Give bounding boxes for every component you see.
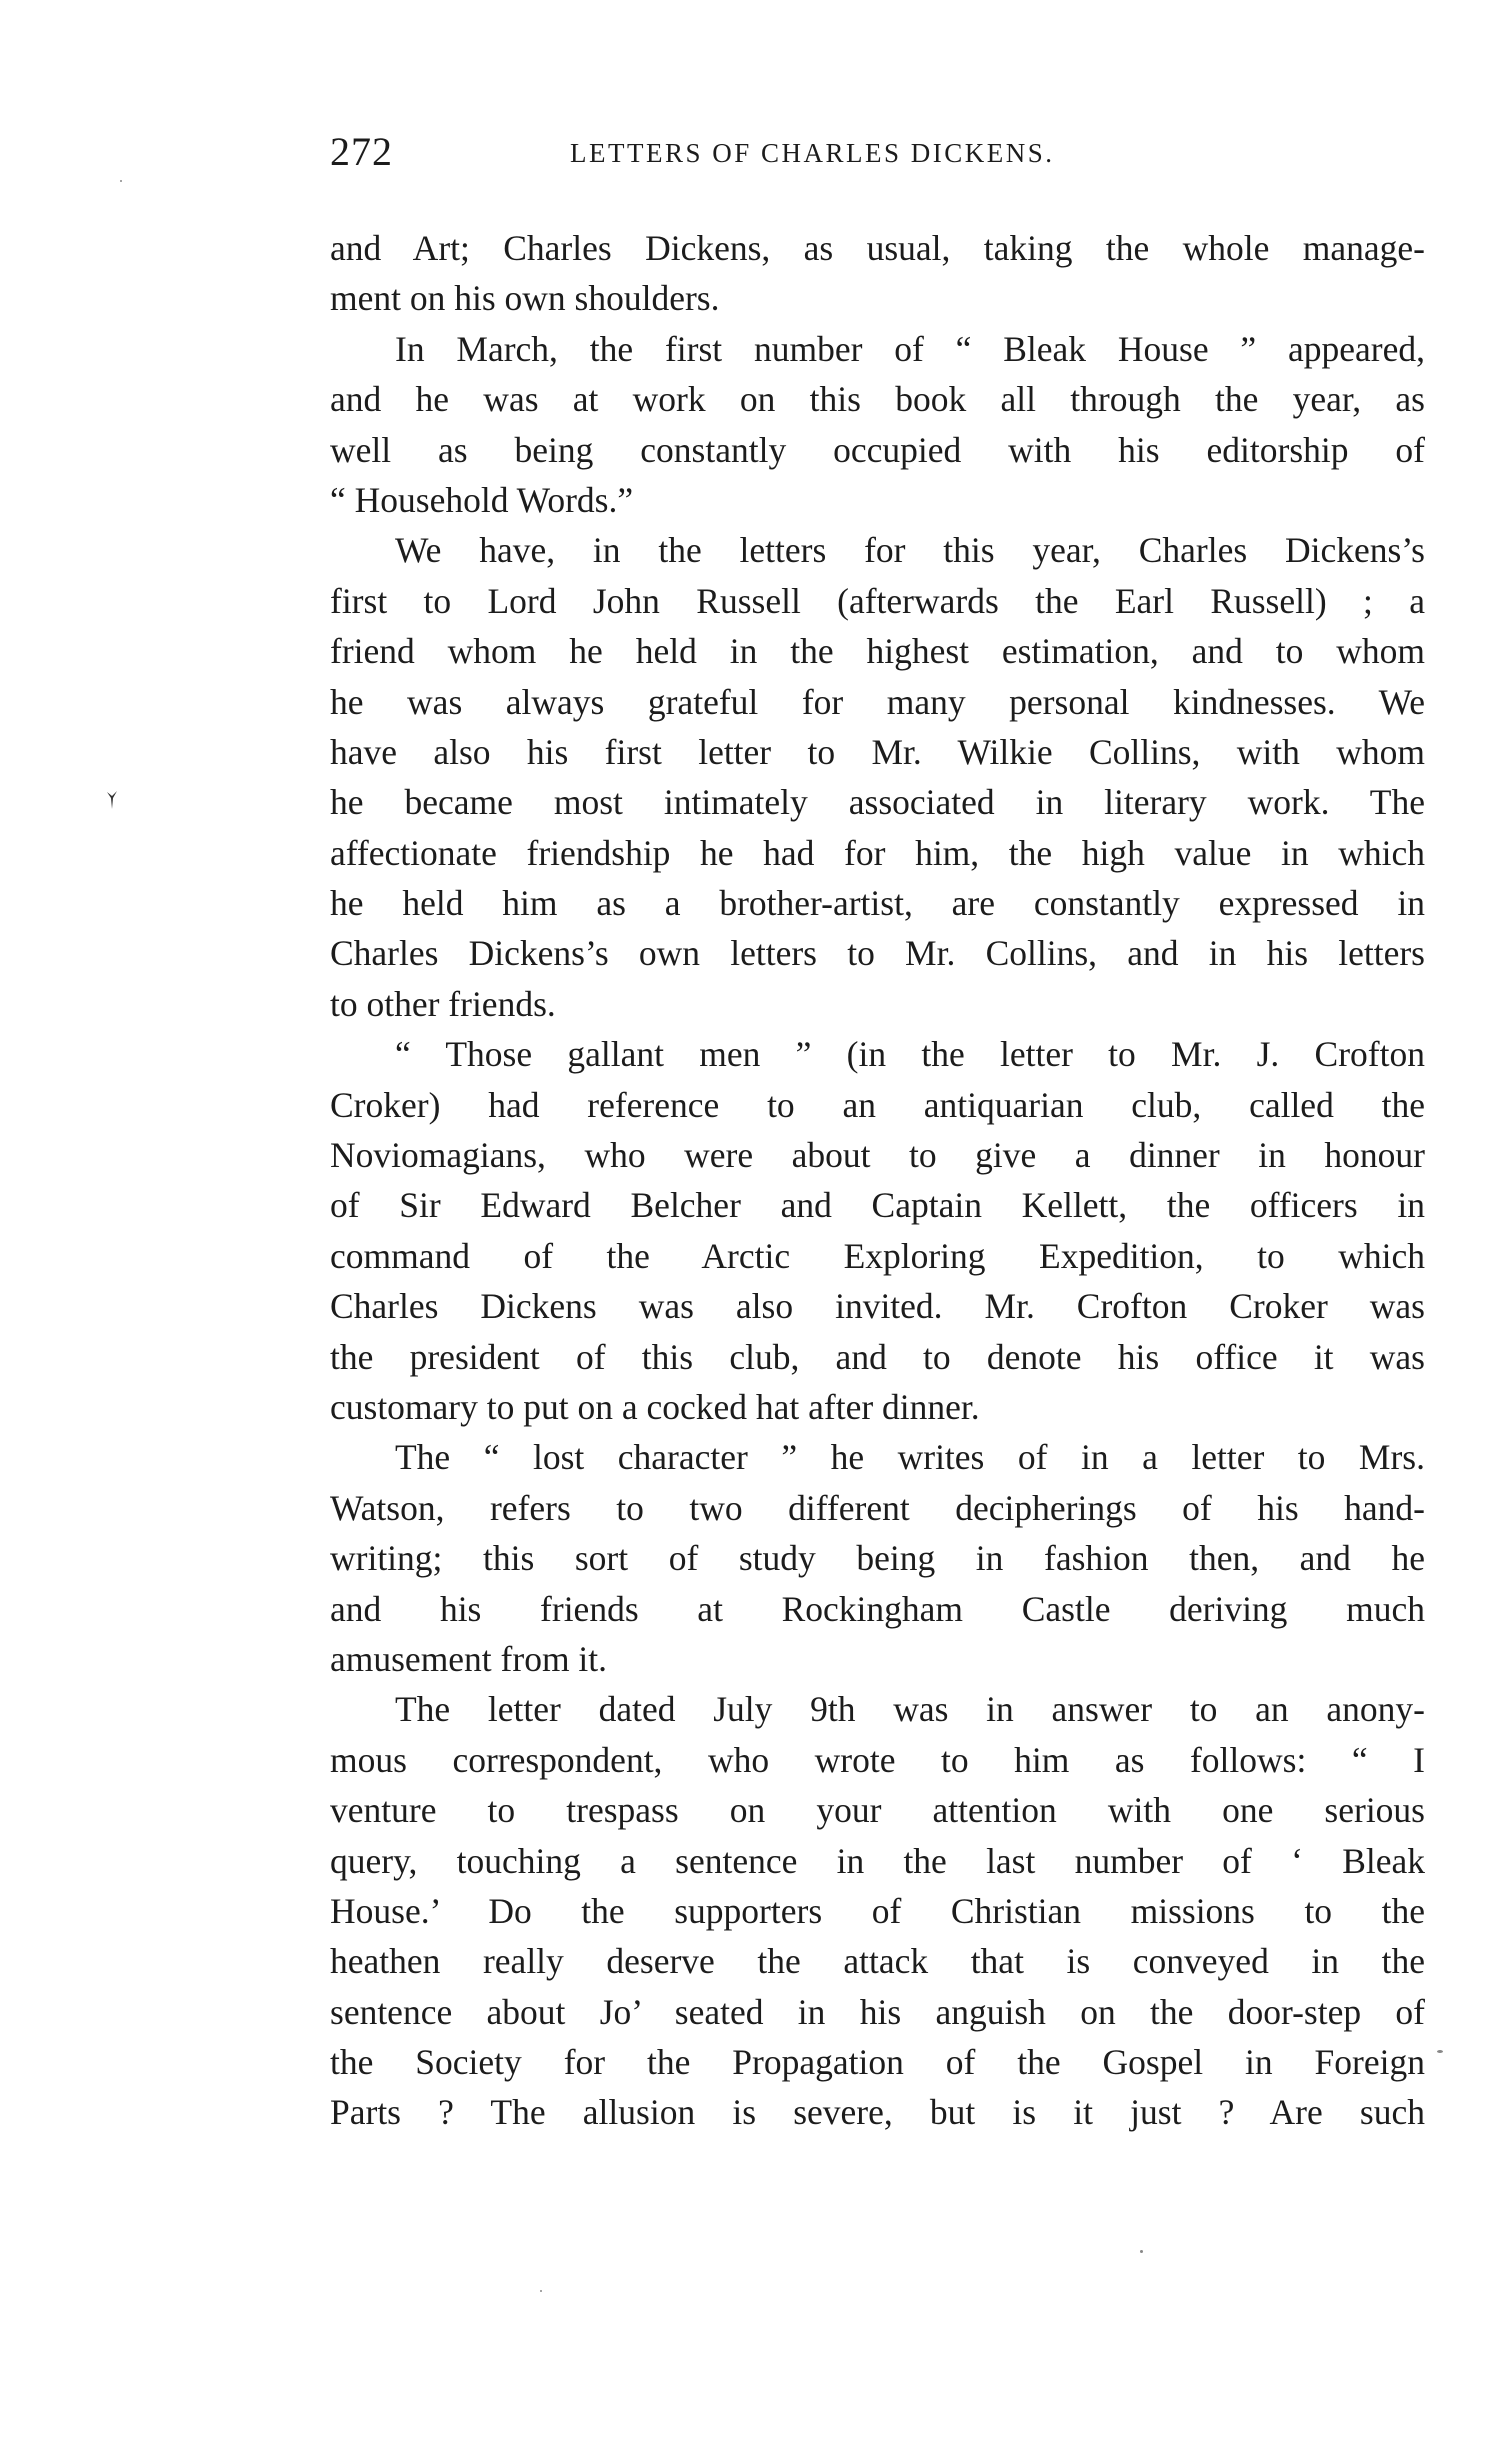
page-number: 272	[330, 129, 393, 174]
text-line: the president of this club, and to denote his office it was	[330, 1336, 1425, 1377]
text-line: well as being constantly occupied with his editorship of	[330, 429, 1425, 470]
text-line: venture to trespass on your attention with one serious	[330, 1790, 1425, 1831]
page-header	[330, 128, 1410, 178]
text-line: In March, the first number of “ Bleak House ” appeared,	[395, 328, 1425, 369]
text-line: House.’ Do the supporters of Christian missions to the	[330, 1890, 1425, 1931]
text-line: Watson, refers to two different decipherings of his hand-	[330, 1487, 1425, 1528]
text-line: friend whom he held in the highest estimation, and to whom	[330, 631, 1425, 672]
text-line: to other friends.	[330, 983, 556, 1024]
paper-speck	[120, 180, 122, 182]
text-line: Parts ? The allusion is severe, but is it just ? Are such	[330, 2092, 1425, 2133]
text-line: the Society for the Propagation of the Gospel in Foreign	[330, 2042, 1425, 2083]
text-line: We have, in the letters for this year, Charles Dickens’s	[395, 530, 1425, 571]
text-line: he held him as a brother-artist, are constantly expressed in	[330, 883, 1425, 924]
text-line: have also his first letter to Mr. Wilkie Collins, with whom	[330, 731, 1425, 772]
text-line: The letter dated July 9th was in answer to an anony-	[395, 1689, 1425, 1730]
text-line: writing; this sort of study being in fashion then, and he	[330, 1538, 1425, 1579]
text-line: sentence about Jo’ seated in his anguish on the door-step of	[330, 1991, 1425, 2032]
text-line: and he was at work on this book all through the year, as	[330, 379, 1425, 420]
text-line: Charles Dickens’s own letters to Mr. Collins, and in his letters	[330, 933, 1425, 974]
text-line: Charles Dickens was also invited. Mr. Crofton Croker was	[330, 1286, 1425, 1327]
text-line: he was always grateful for many personal kindnesses. We	[330, 681, 1425, 722]
text-line: query, touching a sentence in the last number of ‘ Bleak	[330, 1840, 1425, 1881]
text-line: Noviomagians, who were about to give a dinner in honour	[330, 1135, 1425, 1176]
text-line: customary to put on a cocked hat after dinner.	[330, 1386, 980, 1427]
text-line: heathen really deserve the attack that is conveyed in the	[330, 1941, 1425, 1982]
text-line: first to Lord John Russell (afterwards the Earl Russell) ; a	[330, 580, 1425, 621]
margin-ink-mark	[106, 790, 118, 810]
text-line: of Sir Edward Belcher and Captain Kellett, the officers in	[330, 1185, 1425, 1226]
text-line: he became most intimately associated in literary work. The	[330, 782, 1425, 823]
text-line: command of the Arctic Exploring Expedition, to which	[330, 1235, 1425, 1276]
text-line: mous correspondent, who wrote to him as follows: “ I	[330, 1739, 1425, 1780]
text-line: Croker) had reference to an antiquarian club, called the	[330, 1084, 1425, 1125]
paper-speck	[540, 2290, 542, 2292]
text-line: affectionate friendship he had for him, the high value in which	[330, 832, 1425, 873]
text-line: “ Those gallant men ” (in the letter to Mr. J. Crofton	[395, 1034, 1425, 1075]
text-line: and his friends at Rockingham Castle deriving much	[330, 1588, 1425, 1629]
text-line: and Art; Charles Dickens, as usual, taking the whole manage-	[330, 228, 1425, 268]
text-line: ment on his own shoulders.	[330, 278, 720, 319]
text-line: amusement from it.	[330, 1638, 608, 1679]
paper-speck	[1140, 2250, 1143, 2253]
body-text	[330, 223, 1425, 2138]
paper-speck	[1437, 2050, 1443, 2053]
running-head: LETTERS OF CHARLES DICKENS.	[570, 138, 1055, 168]
text-line: “ Household Words.”	[330, 479, 634, 520]
text-line: The “ lost character ” he writes of in a letter to Mrs.	[395, 1437, 1425, 1478]
